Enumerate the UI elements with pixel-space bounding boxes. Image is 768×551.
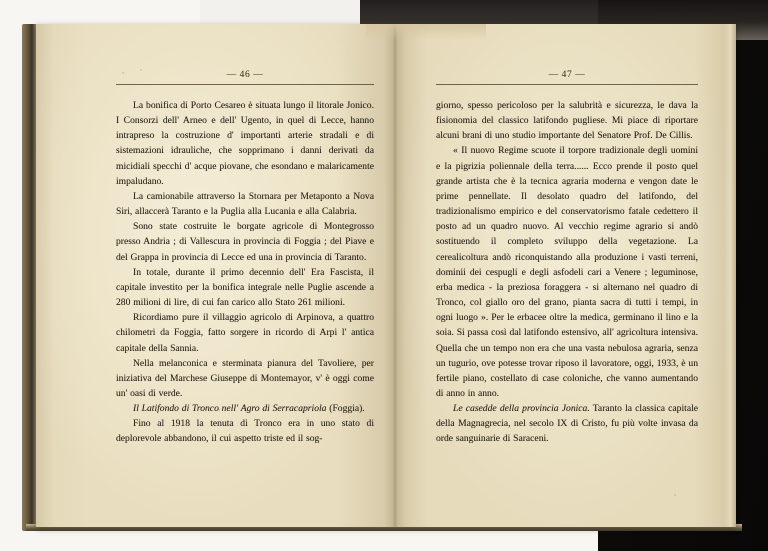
paragraph: Sono state costruite le borgate agricole di Montegrosso presso Andria ; di Vallescura in provincia di Foggia ; del Piave e del Grappa in provincia di Lecce ed una in provincia di Taranto. — [116, 221, 374, 263]
paragraph: Fino al 1918 la tenuta di Tronco era in uno stato di deplorevole abbandono, il cui aspetto triste ed il sog- — [116, 418, 374, 445]
section-heading-title: Il Latifondo di Tronco nell' Agro di Serracapriola — [133, 403, 327, 415]
section-heading-body: Taranto la classica capitale della Magnagrecia, nel secolo IX di Cristo, fu più volte invasa da orde sanguinarie di Saraceni. — [436, 403, 698, 445]
paragraph-continuation: giorno, spesso pericoloso per la salubrità e sicurezza, le dava la fisionomia del classico latifondo pugliese. Mi piace di riportare alcuni brani di uno studio importante del Senatore Prof. De Cillis. — [436, 100, 698, 142]
left-page-folio: — 46 — — [226, 70, 264, 80]
section-heading-italic — [116, 401, 374, 416]
paragraph-quotation: « Il nuovo Regime scuote il torpore tradizionale degli uomini e la pigrizia poliennale della terra...... Ecco prende il posto quel grande artista che è la tecnica agraria moderna e vengon date le prime pennellate. Il desolato quadro del latifondo, del tradizionalismo empirico e del conservatorismo fatale cedettero il posto ad un quadro nuovo. Al vecchio regime agrario si andò sostituendo il completo sviluppo della vegetazione. La cerealicoltura andò riconquistando alla produzione i vasti terreni, dominii dei cespugli e degli asfodeli cari a Venere ; leguminose, erba medica - la preziosa foraggera - si alternano nel quadro di Tronco, col giallo oro del grano, pianta sacra di tutti i tempi, in ogni luogo ». Per le erbacee oltre la medica, germinano il lino e la soia. Si passa così dal latifondo estensivo, all' agricoltura intensiva. Quella che un tempo non era che una vasta nebulosa agraria, senza un tugurio, ove potesse trovar riposo il lavoratore, oggi, 1933, è un fertile piano, costellato di case coloniche, che vanno aumentando di anno in anno. — [436, 145, 698, 399]
left-page-text-column — [116, 70, 374, 447]
paragraph: La camionabile attraverso la Stornara per Metaponto a Nova Siri, allaccerà Taranto e la Puglia alla Lucania e alla Calabria. — [116, 190, 374, 218]
section-heading-locality: (Foggia). — [326, 403, 365, 415]
paragraph: In totale, durante il primo decennio dell' Era Fascista, il capitale investito per la bonifica integrale nelle Puglie ascende a 280 milioni di lire, di cui fan carico allo Stato 261 milioni. — [116, 266, 374, 309]
section-heading-title: Le casedde della provincia Jonica. — [453, 403, 590, 415]
left-page-header-rule — [116, 84, 374, 85]
section-heading-italic — [436, 401, 698, 446]
paper-speck — [674, 494, 676, 496]
page-edge-highlight — [724, 24, 736, 527]
paragraph: Ricordiamo pure il villaggio agricolo di Arpinova, a quattro chilometri da Foggia, fatto sorgere in ricordo di Arpi l' antica capitale della Sannia. — [116, 312, 374, 354]
right-page-folio: — 47 — — [548, 70, 586, 80]
paragraph: La bonifica di Porto Cesareo è situata lungo il litorale Jonico. I Consorzi dell' Arneo e dell' Ugento, in quel di Lecce, hanno intrapreso la costruzione d' importanti arterie stradali e di sistemazioni idrauliche, che sopprimano i danni derivati da micidiali specchi d' acque piovane, che esondano e malaricamente impaludano. — [116, 100, 374, 187]
right-page-header-rule — [436, 84, 698, 85]
page-spread — [36, 24, 736, 527]
right-page-text-column — [436, 70, 698, 447]
open-book — [22, 24, 736, 531]
paragraph: Nella melanconica e sterminata pianura del Tavoliere, per iniziativa del Marchese Giuseppe di Montemayor, v' è oggi come un' oasi di verde. — [116, 357, 374, 399]
